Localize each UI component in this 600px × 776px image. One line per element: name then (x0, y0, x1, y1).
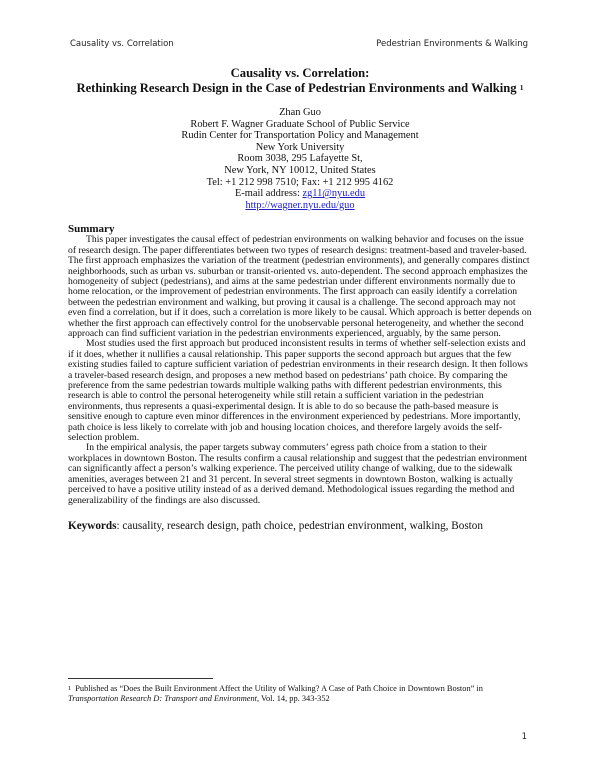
summary-paragraph-3: In the empirical analysis, the paper targets subway commuters’ egress path choice from a station to their workplaces in downtown Boston. The results confirm a causal relationship and suggest that the pedestrian environment can significantly affect a person’s walking experience. The perceived utility change of walking, due to the sidewalk amenities, averages between 21 and 31 percent. In several street segments in downtown Boston, walking is actually perceived to have a positive utility instead of as a derived demand. Methodological issues regarding the method and generalizability of the findings are also discussed. (68, 442, 528, 506)
author-name: Zhan Guo (279, 107, 321, 118)
author-city: New York, NY 10012, United States (224, 164, 376, 176)
keywords-line (68, 520, 532, 533)
title-line-1: Causality vs. Correlation: (230, 66, 370, 80)
email-link[interactable]: zg11@nyu.edu (302, 188, 366, 200)
paper-page (68, 60, 532, 533)
keywords-text: : causality, research design, path choice, pedestrian environment, walking, Boston (116, 519, 483, 532)
email-label: E-mail address: (234, 188, 303, 200)
summary-heading: Summary (68, 223, 115, 236)
paper-title (68, 66, 532, 96)
page-number: 1 (521, 732, 527, 742)
author-block (68, 107, 532, 211)
author-website-line (68, 200, 532, 212)
footnote-divider (68, 678, 213, 679)
website-link[interactable]: http://wagner.nyu.edu/guo (245, 199, 355, 211)
author-phone: Tel: +1 212 998 7510; Fax: +1 212 995 4162 (206, 176, 394, 188)
author-university: New York University (255, 141, 345, 153)
author-affiliation-1: Robert F. Wagner Graduate School of Public Service (190, 118, 410, 130)
running-header-left: Causality vs. Correlation (70, 39, 174, 49)
author-affiliation-2: Rudin Center for Transportation Policy and Management (181, 130, 419, 142)
summary-paragraph-2: Most studies used the first approach but produced inconsistent results in terms of whether self-selection exists and if it does, whether it nullifies a causal relationship. This paper supports the second approach but argues that the few existing studies failed to capture sufficient variation of pedestrian environments in their research design. It then follows a traveler-based research design, and proposes a new method based on pedestrians’ path choice. By comparing the preference from the same pedestrian towards multiple walking paths with different pedestrian environments, this research is able to control the personal heterogeneity while still retain a sufficient variation in the pedestrian environments, thus represents a quasi-experimental design. It is able to do so because the path-based measure is sensitive enough to capture even minor differences in the environment experienced by pedestrians. More importantly, path choice is less likely to correlate with job and housing location choices, and therefore largely avoids the self-selection problem. (68, 338, 528, 444)
running-header-right: Pedestrian Environments & Walking (376, 39, 528, 49)
summary-paragraph-1: This paper investigates the causal effect of pedestrian environments on walking behavior and focuses on the issue of research design. The paper differentiates between two types of research designs: treatment-based and traveler-based. The first approach emphasizes the variation of the treatment (pedestrian environments), and generally compares distinct neighborhoods, such as urban vs. suburban or transit-oriented vs. auto-dependent. The second approach emphasizes the homogeneity of subject (pedestrians), and aims at the same pedestrian under different environments normally due to home relocation, or the improvement of pedestrian environments. The first approach can easily identify a correlation between the pedestrian environment and walking, but proving it causal is a challenge. The second approach may not even find a correlation, but if it does, such a correlation is more likely to be causal. Which approach is better depends on whether the first approach can effectively control for the unobservable personal heterogeneity, and whether the second approach can find sufficient variation in the pedestrian environments experienced, arguably, by the same person. (68, 234, 532, 339)
footnote-text-before: Published as “Does the Built Environment Affect the Utility of Walking? A Case of Path Choice in Downtown Boston” in (75, 684, 483, 693)
footnote-mark: 1 (68, 685, 72, 692)
title-line-2-text: Rethinking Research Design in the Case of Pedestrian Environments and Walking (76, 81, 517, 95)
author-email-line (68, 188, 532, 200)
title-footnote-mark[interactable]: 1 (519, 83, 524, 92)
footnote (68, 684, 532, 705)
footnote-text-after: , Vol. 14, pp. 343-352 (256, 694, 330, 704)
footnote-journal: Transportation Research D: Transport and Environment (68, 694, 257, 704)
author-room: Room 3038, 295 Lafayette St, (237, 153, 363, 165)
keywords-label: Keywords (68, 519, 117, 532)
title-line-2 (68, 81, 532, 96)
